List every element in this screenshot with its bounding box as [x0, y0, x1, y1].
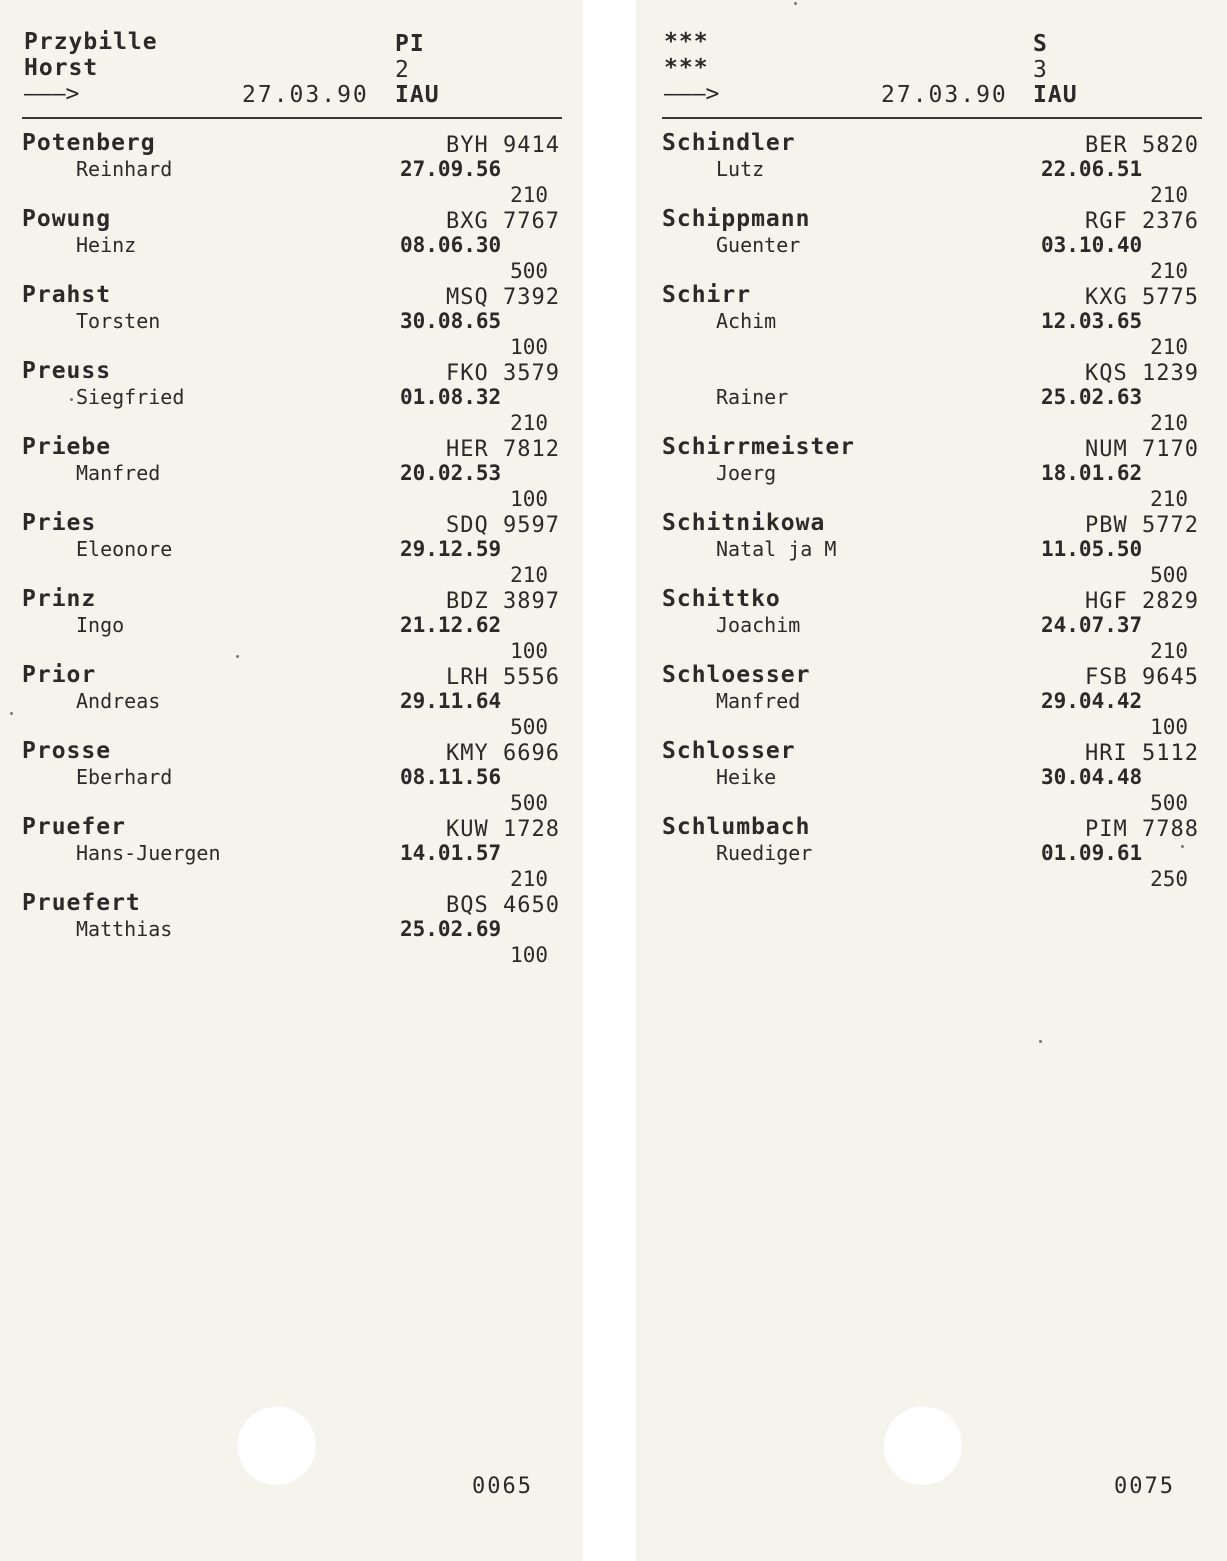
- record-surname: Schippmann: [662, 206, 811, 232]
- list-item: [0, 434, 583, 510]
- list-item: [0, 586, 583, 662]
- record-date: 18.01.62: [1041, 461, 1143, 485]
- record-number: 500: [510, 259, 548, 283]
- record-number: 210: [510, 183, 548, 207]
- record-surname: Schloesser: [662, 662, 811, 688]
- list-item: [636, 510, 1227, 586]
- record-date: 08.06.30: [400, 233, 502, 257]
- list-item: [636, 738, 1227, 814]
- record-given-name: Ruediger: [716, 841, 813, 865]
- record-given-name: Rainer: [716, 385, 789, 409]
- record-given-name: Guenter: [716, 233, 801, 257]
- record-code: HRI 5112: [1085, 741, 1199, 766]
- record-given-name: Manfred: [76, 461, 161, 485]
- header-code-line2: 3: [1033, 57, 1047, 83]
- punch-hole: [236, 1405, 316, 1485]
- record-surname: Preuss: [22, 358, 112, 384]
- header-name-line1: ***: [664, 29, 709, 55]
- record-code: HER 7812: [446, 437, 560, 462]
- list-item: [0, 814, 583, 890]
- list-item: [0, 738, 583, 814]
- record-date: 22.06.51: [1041, 157, 1143, 181]
- record-number: 100: [510, 943, 548, 967]
- record-date: 25.02.69: [400, 917, 502, 941]
- paper-speck: [1039, 1040, 1042, 1043]
- record-number: 500: [510, 791, 548, 815]
- record-date: 24.07.37: [1041, 613, 1143, 637]
- list-item: [0, 662, 583, 738]
- record-number: 500: [510, 715, 548, 739]
- record-code: SDQ 9597: [446, 513, 560, 538]
- record-code: MSQ 7392: [446, 285, 560, 310]
- serial-number: 0075: [1114, 1474, 1175, 1499]
- record-surname: Priebe: [22, 434, 112, 460]
- list-item: [636, 662, 1227, 738]
- record-number: 100: [1150, 715, 1188, 739]
- record-code: FKO 3579: [446, 361, 560, 386]
- header-name-line1: Przybille: [24, 29, 158, 55]
- record-number: 210: [510, 563, 548, 587]
- record-surname: Pries: [22, 510, 97, 536]
- record-surname: Schlumbach: [662, 814, 811, 840]
- record-given-name: Achim: [716, 309, 777, 333]
- record-code: BYH 9414: [446, 133, 560, 158]
- header-arrow: ———>: [664, 81, 720, 107]
- record-date: 12.03.65: [1041, 309, 1143, 333]
- record-given-name: Eleonore: [76, 537, 173, 561]
- record-surname: Schirr: [662, 282, 752, 308]
- list-item: [636, 130, 1227, 206]
- record-surname: Prosse: [22, 738, 112, 764]
- record-code: BER 5820: [1085, 133, 1199, 158]
- record-surname: Prior: [22, 662, 97, 688]
- record-surname: Potenberg: [22, 130, 156, 156]
- record-date: 30.04.48: [1041, 765, 1143, 789]
- header-code-line1: PI: [395, 31, 425, 57]
- record-date: 08.11.56: [400, 765, 502, 789]
- record-code: BDZ 3897: [446, 589, 560, 614]
- record-code: BQS 4650: [446, 893, 560, 918]
- record-surname: Schittko: [662, 586, 781, 612]
- record-number: 210: [1150, 639, 1188, 663]
- serial-number: 0065: [472, 1474, 533, 1499]
- record-given-name: Heinz: [76, 233, 137, 257]
- record-given-name: Joachim: [716, 613, 801, 637]
- paper-speck: [1181, 845, 1184, 848]
- record-code: KMY 6696: [446, 741, 560, 766]
- punch-hole: [882, 1405, 962, 1485]
- sheet-left: [0, 0, 583, 1561]
- list-item: [636, 282, 1227, 358]
- paper-speck: [236, 655, 239, 658]
- paper-speck: [70, 398, 73, 401]
- list-item: [0, 282, 583, 358]
- record-given-name: Siegfried: [76, 385, 185, 409]
- record-date: 11.05.50: [1041, 537, 1143, 561]
- sheet-right: [636, 0, 1227, 1561]
- record-given-name: Eberhard: [76, 765, 173, 789]
- record-code: HGF 2829: [1085, 589, 1199, 614]
- list-item: [636, 206, 1227, 282]
- record-number: 210: [1150, 259, 1188, 283]
- record-number: 210: [510, 411, 548, 435]
- list-item: [0, 510, 583, 586]
- record-date: 01.08.32: [400, 385, 502, 409]
- record-given-name: Torsten: [76, 309, 161, 333]
- list-item: [636, 814, 1227, 890]
- record-date: 29.12.59: [400, 537, 502, 561]
- list-item: [0, 130, 583, 206]
- record-date: 03.10.40: [1041, 233, 1143, 257]
- record-number: 210: [1150, 411, 1188, 435]
- paper-speck: [794, 2, 797, 5]
- record-date: 14.01.57: [400, 841, 502, 865]
- record-given-name: Heike: [716, 765, 777, 789]
- header-code-line3: IAU: [395, 82, 440, 108]
- record-number: 100: [510, 487, 548, 511]
- record-given-name: Hans-Juergen: [76, 841, 221, 865]
- record-given-name: Natal ja M: [716, 537, 837, 561]
- list-item: [636, 358, 1227, 434]
- header-date: 27.03.90: [242, 82, 369, 108]
- record-code: NUM 7170: [1085, 437, 1199, 462]
- record-surname: Schlosser: [662, 738, 796, 764]
- record-date: 20.02.53: [400, 461, 502, 485]
- record-surname: Pruefer: [22, 814, 126, 840]
- record-number: 100: [510, 639, 548, 663]
- record-surname: Schindler: [662, 130, 796, 156]
- record-surname: Prinz: [22, 586, 97, 612]
- record-surname: Pruefert: [22, 890, 141, 916]
- record-code: RGF 2376: [1085, 209, 1199, 234]
- record-code: PIM 7788: [1085, 817, 1199, 842]
- header-rule: [662, 117, 1202, 119]
- header-name-line2: Horst: [24, 55, 99, 81]
- paper-speck: [10, 712, 13, 715]
- record-surname: Schirrmeister: [662, 434, 856, 460]
- header-code-line3: IAU: [1033, 82, 1078, 108]
- record-date: 01.09.61: [1041, 841, 1143, 865]
- header-rule: [22, 117, 562, 119]
- record-date: 29.04.42: [1041, 689, 1143, 713]
- record-number: 210: [1150, 335, 1188, 359]
- record-surname: Powung: [22, 206, 112, 232]
- record-code: PBW 5772: [1085, 513, 1199, 538]
- record-given-name: Reinhard: [76, 157, 173, 181]
- record-surname: Prahst: [22, 282, 112, 308]
- record-code: KQS 1239: [1085, 361, 1199, 386]
- record-number: 500: [1150, 563, 1188, 587]
- header-code-line2: 2: [395, 57, 409, 83]
- record-number: 210: [1150, 183, 1188, 207]
- record-number: 250: [1150, 867, 1188, 891]
- record-code: LRH 5556: [446, 665, 560, 690]
- record-number: 500: [1150, 791, 1188, 815]
- record-given-name: Joerg: [716, 461, 777, 485]
- record-given-name: Ingo: [76, 613, 125, 637]
- record-number: 210: [1150, 487, 1188, 511]
- record-date: 30.08.65: [400, 309, 502, 333]
- record-date: 29.11.64: [400, 689, 502, 713]
- record-date: 21.12.62: [400, 613, 502, 637]
- list-item: [0, 358, 583, 434]
- header-code-line1: S: [1033, 31, 1048, 57]
- list-item: [636, 586, 1227, 662]
- record-given-name: Manfred: [716, 689, 801, 713]
- record-number: 100: [510, 335, 548, 359]
- record-code: FSB 9645: [1085, 665, 1199, 690]
- record-surname: Schitnikowa: [662, 510, 826, 536]
- record-code: BXG 7767: [446, 209, 560, 234]
- header-arrow: ———>: [24, 81, 80, 107]
- record-given-name: Lutz: [716, 157, 765, 181]
- record-given-name: Andreas: [76, 689, 161, 713]
- record-code: KXG 5775: [1085, 285, 1199, 310]
- header-name-line2: ***: [664, 55, 709, 81]
- record-date: 27.09.56: [400, 157, 502, 181]
- record-number: 210: [510, 867, 548, 891]
- record-given-name: Matthias: [76, 917, 173, 941]
- list-item: [636, 434, 1227, 510]
- header-date: 27.03.90: [881, 82, 1008, 108]
- list-item: [0, 206, 583, 282]
- record-date: 25.02.63: [1041, 385, 1143, 409]
- record-code: KUW 1728: [446, 817, 560, 842]
- list-item: [0, 890, 583, 966]
